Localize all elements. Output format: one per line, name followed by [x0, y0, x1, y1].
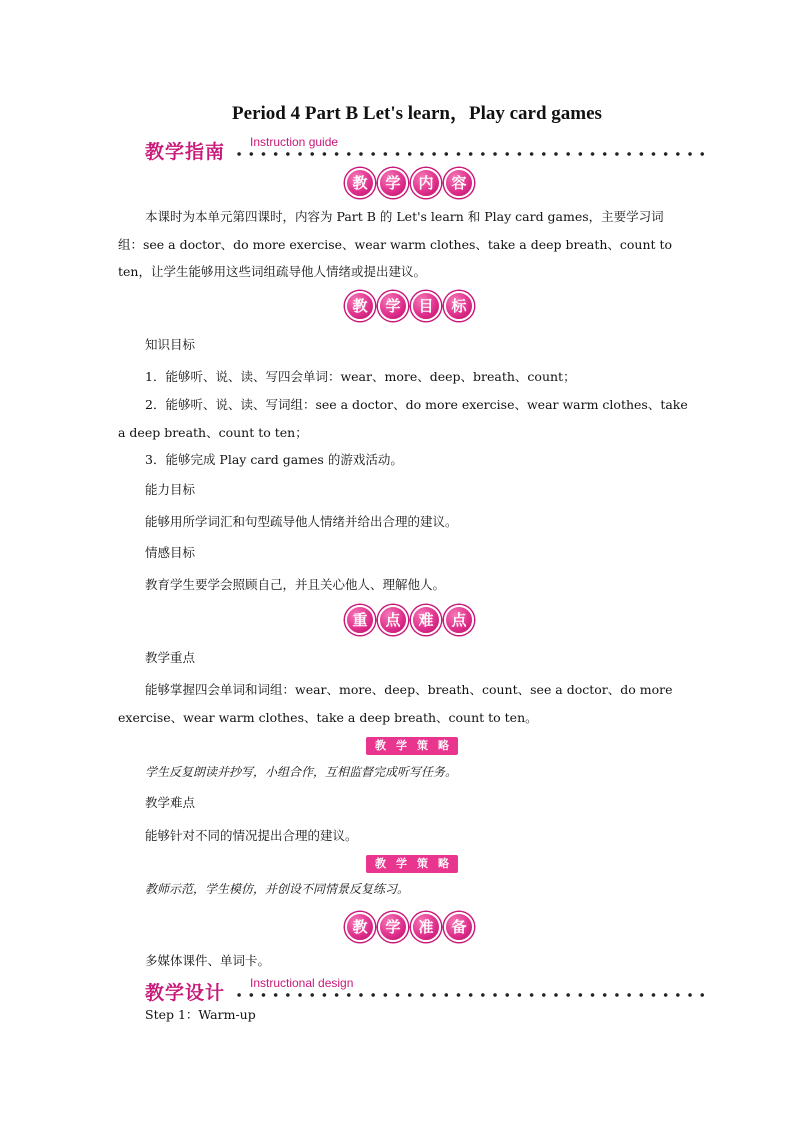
badge-char: 标 [444, 291, 474, 321]
badge-char: 教 [345, 168, 375, 198]
strategy-text-1: 学生反复朗读并抄写，小组合作，互相监督完成听写任务。 [145, 765, 458, 779]
goal-item-2: 2．能够听、说、读、写词组：see a doctor、do more exercise、wear warm clothes、take a deep breath、count to ten； [118, 397, 688, 440]
key-point-heading: 教学重点 [145, 650, 196, 665]
badge-char: 目 [411, 291, 441, 321]
strategy-char: 策 [417, 739, 428, 752]
dotted-divider [233, 992, 710, 998]
dotted-divider [233, 151, 710, 157]
step-1-heading: Step 1：Warm-up [145, 1007, 256, 1022]
difficulty-heading: 教学难点 [145, 795, 196, 810]
key-point-text: 能够掌握四会单词和词组：wear、more、deep、breath、count、see a doctor、do more exercise、wear warm clothes、take a deep breath、count to ten。 [118, 682, 673, 725]
difficulty-text: 能够针对不同的情况提出合理的建议。 [145, 828, 358, 843]
goal-item-1: 1．能够听、说、读、写四会单词：wear、more、deep、breath、count； [145, 369, 576, 384]
goal-item-3: 3．能够完成 Play card games 的游戏活动。 [145, 452, 403, 467]
emotion-goal-heading: 情感目标 [145, 545, 196, 560]
badge-teaching-prep [0, 912, 794, 942]
prep-text: 多媒体课件、单词卡。 [145, 953, 271, 968]
badge-char: 备 [444, 912, 474, 942]
badge-key-difficult-points [0, 605, 794, 635]
strategy-char: 略 [438, 857, 449, 870]
badge-teaching-content [0, 168, 794, 198]
section-header-guide [145, 137, 710, 167]
section-title-en: Instruction guide [250, 135, 339, 149]
page-title: Period 4 Part B Let's learn，Play card games [232, 103, 602, 124]
section-title-cn: 教学指南 [145, 141, 226, 163]
badge-char: 点 [444, 605, 474, 635]
strategy-tag [0, 855, 794, 873]
section-title-cn: 教学设计 [145, 982, 226, 1004]
badge-char: 学 [378, 912, 408, 942]
badge-teaching-goals [0, 291, 794, 321]
badge-char: 学 [378, 291, 408, 321]
content-paragraph: 本课时为本单元第四课时，内容为 Part B 的 Let's learn 和 Play card games，主要学习词组：see a doctor、do more exercise、wear warm clothes、take a deep breath、count to ten，让学生能够用这些词组疏导他人情绪或提出建议。 [118, 209, 673, 279]
badge-char: 容 [444, 168, 474, 198]
badge-char: 准 [411, 912, 441, 942]
strategy-char: 略 [438, 739, 449, 752]
strategy-char: 教 [375, 739, 386, 752]
strategy-tag [0, 737, 794, 755]
badge-char: 点 [378, 605, 408, 635]
ability-goal-heading: 能力目标 [145, 482, 196, 497]
badge-char: 学 [378, 168, 408, 198]
badge-char: 教 [345, 291, 375, 321]
strategy-text-2: 教师示范，学生模仿，并创设不同情景反复练习。 [145, 882, 410, 896]
badge-char: 教 [345, 912, 375, 942]
strategy-char: 教 [375, 857, 386, 870]
badge-char: 重 [345, 605, 375, 635]
badge-char: 难 [411, 605, 441, 635]
emotion-goal-text: 教育学生要学会照顾自己，并且关心他人、理解他人。 [145, 577, 446, 592]
strategy-char: 策 [417, 857, 428, 870]
badge-char: 内 [411, 168, 441, 198]
ability-goal-text: 能够用所学词汇和句型疏导他人情绪并给出合理的建议。 [145, 514, 458, 529]
knowledge-goal-heading: 知识目标 [145, 337, 196, 352]
strategy-char: 学 [396, 739, 407, 752]
section-title-en: Instructional design [250, 976, 354, 990]
strategy-char: 学 [396, 857, 407, 870]
